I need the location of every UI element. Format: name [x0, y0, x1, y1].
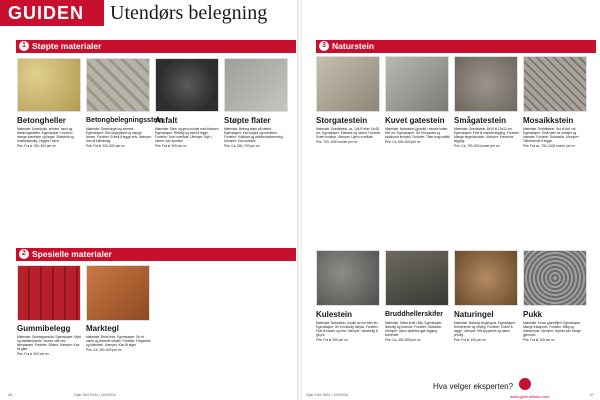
cta-question: Hva velger eksperten? [433, 382, 514, 391]
item-title: Bruddhellerskifer [385, 311, 443, 318]
item-image [454, 250, 518, 306]
arrow-right-icon[interactable] [519, 378, 531, 390]
item-price: Pris: Fra kr 400 per m² [17, 352, 49, 357]
section-title: Spesielle materialer [32, 249, 112, 259]
item-title: Storgatestein [316, 116, 368, 125]
item-body: Materiale: Granittstein, ca. 14x20 eller 14x30 cm. Egenskaper: Klassisk og robust. Fordeler: Svært holdbar. Ulemper: Ujevn overflate. [316, 127, 382, 140]
section-number: 1 [19, 41, 29, 51]
item-title: Gummibelegg [17, 324, 71, 333]
item-price: Pris: Ca. 300–600 per m² [86, 348, 122, 353]
section-number: 2 [19, 249, 29, 259]
item-entry [17, 116, 83, 148]
item-body: Materiale: Knust granitt/fjell. Egenskaper: Mange fraksjoner. Fordeler: Billig og drenerende. Ulemper: Ugress kan trenge gjennom. [523, 321, 582, 338]
item-title: Støpte flater [224, 116, 271, 125]
item-entry [86, 324, 152, 352]
item-price: Pris: Ca. 400–800 per m² [385, 338, 421, 343]
item-image [17, 265, 81, 321]
item-price: Pris: Fra kr 300 per m² [155, 144, 187, 149]
item-price: Pris: Fra kr 250 per m² [316, 338, 348, 343]
item-entry [224, 116, 290, 148]
item-image [316, 56, 380, 112]
page-number: 46 [8, 392, 13, 397]
item-price: Pris: Fra ca. 700–1000 kroner per m² [523, 144, 576, 149]
item-image [224, 58, 288, 112]
item-title: Smågatestein [454, 116, 507, 125]
item-price: Pris: Ca. 600–800 per m² [385, 140, 421, 145]
item-body: Materiale: Naturlig singel/grus. Egenskaper: Drenerende og rimelig. Fordeler: Enkelt å legge. Ulemper: Må suppleres og rakes jevnlig. [454, 321, 516, 338]
guiden-tag: GUIDEN [0, 0, 104, 26]
folio-right [306, 392, 348, 397]
item-entry [385, 310, 451, 342]
item-body: Materiale: Sand/singel og sement. Egenskaper: Stor fargepalett og mange former. Fordeler: Enkelt å legge selv. Ulemper: Kan få kalkutslag. [86, 127, 152, 144]
item-title: Naturingel [454, 310, 494, 319]
section-title: Naturstein [332, 41, 375, 51]
item-price: Pris: Ca. 700–800 kroner per m² [454, 144, 500, 149]
item-body: Materiale: Granittstein, 4x4 til 6x6 cm. Egenskaper: Små stein for detaljer og mønster. Fordeler: Dekorativt. Ulemper: Tidkrevende å legge. [523, 127, 579, 144]
item-price: Pris: 700–1000 kroner per m² [316, 140, 358, 145]
item-price: Pris: Fra kr 200–500 per m² [86, 144, 125, 149]
item-entry [523, 116, 589, 148]
item-body: Materiale: Sand/pukk, sement, sand og tilsetningsstoffer. Egenskaper: Leveres i mange størrelser og farger. Slitesterk og frostbestandig. Legges i sand. [17, 127, 74, 144]
section-bar-2 [16, 248, 296, 261]
item-price: Pris: Fra kr 100 per m² [523, 338, 555, 343]
item-title: Asfalt [155, 116, 178, 125]
page-title: Utendørs belegning [110, 2, 268, 24]
item-entry [155, 116, 221, 148]
item-body: Materiale: Naturstein, rundet av bre eller elv. Egenskaper: Gir et naturlig uttrykk. Fordeler: Flott til kanter og bed. Ulemper: Vanskelig å gå på. [316, 321, 379, 338]
item-entry [385, 116, 451, 144]
item-entry [523, 310, 589, 342]
left-page [0, 0, 298, 400]
item-image [385, 250, 449, 306]
folio-left [8, 392, 116, 397]
item-entry [316, 116, 382, 144]
section-bar-3 [316, 40, 596, 53]
item-title: Betongheller [17, 116, 66, 125]
item-price: Pris: Fra kr 100 per m² [454, 338, 486, 343]
section-number: 3 [319, 41, 329, 51]
item-body: Materiale: Stein og grus bundet med bitumen. Egenskaper: Rimelig og raskt å legge. Fordeler: Jevn overflate. Ulemper: Myk i varme, kan sprekke. [155, 127, 220, 144]
item-entry [316, 310, 382, 342]
website-link[interactable]: www.gjoerdetselv.com [510, 394, 550, 399]
item-image [86, 58, 150, 112]
item-image [17, 58, 81, 112]
item-image [316, 250, 380, 306]
section-bar-1 [16, 40, 296, 53]
section-title: Støpte materialer [32, 41, 102, 51]
item-image [523, 56, 587, 112]
item-title: Mosaikkstein [523, 116, 574, 125]
item-body: Materiale: Granittstein, 8x10 til 10x12 cm. Egenskaper: Flott til mønsterlegging. Fordeler: Mange fargevarianter. Ulemper: Krevende legging. [454, 127, 520, 144]
page-header [0, 0, 298, 26]
item-title: Kuvet gatestein [385, 116, 445, 125]
item-title: Marktegl [86, 324, 119, 333]
item-body: Materiale: Skifer brutt i flak. Egenskaper: Naturlig og levende. Fordeler: Sklisikker. Ulemper: Ujevn tykkelse gjør legging krevende. [385, 321, 443, 338]
item-entry [454, 116, 520, 148]
page-number-right: 47 [589, 392, 594, 397]
item-price: Pris: Fra kr 150–300 per m² [17, 144, 56, 149]
item-image [86, 265, 150, 321]
item-body: Materiale: Naturstein (granitt) i mindre kuber, 9x9 cm. Egenskaper: Gir et klassisk og eksklusivt inntrykk. Fordeler: Tåler tung trafikk. [385, 127, 451, 140]
item-entry [17, 324, 83, 356]
item-image [454, 56, 518, 112]
item-body: Materiale: Brent leire. Egenskaper: Gir et varmt og levende uttrykk. Fordeler: Fargeekte og slitesterk. Ulemper: Kan få alger. [86, 335, 151, 348]
item-title: Pukk [523, 310, 543, 319]
item-price: Pris: Ca. 500–700 per m² [224, 144, 260, 149]
item-image [155, 58, 219, 112]
item-title: Kulestein [316, 310, 353, 319]
item-entry [86, 116, 164, 149]
folio-text: Gjør Det Selv • 09/2004 [306, 392, 349, 397]
item-image [385, 56, 449, 112]
item-title: Betongbelegningsstein [86, 117, 164, 124]
item-entry [454, 310, 520, 342]
item-image [523, 250, 587, 306]
item-body: Materiale: Gummigranulat. Egenskaper: Mykt og støtdempende, brukes ofte ved lekeplasser. Fordeler: Sikkert. Ulemper: Kan bli glatt. [17, 335, 81, 352]
right-page [302, 0, 600, 400]
item-body: Materiale: Betong støpt på stedet. Egenskaper: Kan farges og mønstres. Fordeler: Holdbart og vedlikeholdsvennlig. Ulemper: Kan sprekke. [224, 127, 284, 144]
folio-text: Gjør Det Selv • 09/2004 [73, 392, 116, 397]
